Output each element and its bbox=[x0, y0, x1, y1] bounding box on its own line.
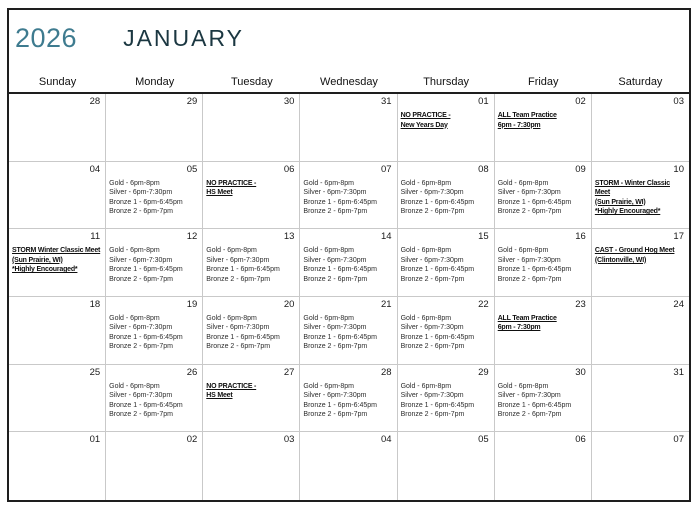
day-number: 18 bbox=[89, 298, 101, 310]
day-cell bbox=[106, 432, 203, 500]
event-line: Silver - 6pm-7:30pm bbox=[497, 189, 561, 197]
event-line: Bronze 1 - 6pm-6:45pm bbox=[400, 266, 475, 274]
day-number: 04 bbox=[89, 163, 101, 175]
day-number: 06 bbox=[283, 163, 295, 175]
day-number: 01 bbox=[478, 96, 489, 107]
special-event bbox=[498, 314, 588, 333]
day-events bbox=[303, 246, 393, 284]
day-events bbox=[206, 246, 296, 284]
event-line: Silver - 6pm-7:30pm bbox=[109, 392, 173, 400]
event-line: Gold - 6pm-8pm bbox=[497, 179, 549, 187]
day-number: 29 bbox=[478, 366, 489, 378]
practice-schedule bbox=[498, 246, 588, 284]
day-cell bbox=[9, 297, 106, 365]
day-cell bbox=[495, 94, 592, 162]
day-cell bbox=[592, 229, 689, 297]
event-line: Bronze 2 - 6pm-7pm bbox=[400, 411, 465, 419]
event-line: STORM - Winter Classic Meet bbox=[594, 179, 670, 197]
day-number: 28 bbox=[380, 366, 392, 378]
day-number: 07 bbox=[673, 434, 684, 446]
day-events bbox=[206, 179, 296, 198]
day-events bbox=[401, 246, 491, 284]
practice-schedule bbox=[109, 179, 199, 217]
practice-schedule bbox=[498, 382, 588, 420]
weekday-header-monday: Monday bbox=[135, 76, 175, 88]
weekday-header-row bbox=[9, 66, 689, 94]
day-number: 30 bbox=[283, 96, 295, 107]
day-cell bbox=[300, 432, 397, 500]
event-line: Gold - 6pm-8pm bbox=[303, 247, 354, 255]
day-cell bbox=[592, 162, 689, 230]
day-number: 02 bbox=[186, 434, 198, 446]
day-number: 05 bbox=[186, 163, 198, 175]
day-cell bbox=[398, 162, 495, 230]
special-event bbox=[206, 382, 296, 401]
event-line: Bronze 2 - 6pm-7pm bbox=[109, 208, 173, 216]
event-line: Bronze 1 - 6pm-6:45pm bbox=[400, 401, 475, 409]
event-line: STORM Winter Classic Meet bbox=[12, 247, 101, 255]
day-number: 03 bbox=[673, 96, 684, 107]
event-line: 6pm - 7:30pm bbox=[497, 324, 541, 332]
day-cell bbox=[203, 162, 300, 230]
day-number: 04 bbox=[380, 434, 392, 446]
event-line: Gold - 6pm-8pm bbox=[303, 382, 354, 390]
event-line: Gold - 6pm-8pm bbox=[400, 179, 452, 187]
day-events bbox=[498, 179, 588, 217]
event-line: Silver - 6pm-7:30pm bbox=[497, 256, 561, 264]
event-line: Bronze 1 - 6pm-6:45pm bbox=[109, 198, 183, 206]
event-line: *Highly Encouraged* bbox=[594, 208, 661, 216]
day-cell bbox=[398, 432, 495, 500]
event-line: Bronze 2 - 6pm-7pm bbox=[303, 343, 368, 351]
day-cell bbox=[106, 229, 203, 297]
special-event bbox=[401, 111, 491, 130]
event-line: Bronze 2 - 6pm-7pm bbox=[303, 208, 368, 216]
special-event bbox=[206, 179, 296, 198]
day-cell bbox=[203, 297, 300, 365]
event-line: Bronze 1 - 6pm-6:45pm bbox=[109, 401, 183, 409]
event-line: Bronze 1 - 6pm-6:45pm bbox=[400, 333, 475, 341]
day-number: 25 bbox=[89, 366, 101, 378]
day-events bbox=[303, 382, 393, 420]
practice-schedule bbox=[206, 246, 296, 284]
month-label: JANUARY bbox=[123, 24, 245, 51]
day-number: 31 bbox=[380, 96, 392, 107]
special-event bbox=[498, 111, 588, 130]
day-cell bbox=[495, 432, 592, 500]
event-line: Silver - 6pm-7:30pm bbox=[109, 189, 173, 197]
day-cell bbox=[9, 365, 106, 433]
event-line: Gold - 6pm-8pm bbox=[109, 179, 160, 187]
day-events bbox=[401, 382, 491, 420]
day-cell bbox=[203, 94, 300, 162]
day-events bbox=[401, 111, 491, 130]
day-events bbox=[498, 246, 588, 284]
special-event bbox=[595, 246, 686, 265]
practice-schedule bbox=[303, 314, 393, 352]
day-cell bbox=[495, 365, 592, 433]
event-line: NO PRACTICE - bbox=[206, 382, 257, 390]
day-cell bbox=[592, 297, 689, 365]
special-event bbox=[12, 246, 102, 275]
day-number: 28 bbox=[89, 96, 101, 107]
event-line: HS Meet bbox=[206, 189, 233, 197]
event-line: Bronze 2 - 6pm-7pm bbox=[109, 343, 173, 351]
day-cell bbox=[300, 297, 397, 365]
day-cell bbox=[398, 297, 495, 365]
practice-schedule bbox=[401, 382, 491, 420]
event-line: Bronze 2 - 6pm-7pm bbox=[206, 275, 271, 283]
day-number: 19 bbox=[186, 298, 198, 310]
event-line: (Clintonville, WI) bbox=[594, 256, 647, 264]
practice-schedule bbox=[109, 382, 199, 420]
day-number: 11 bbox=[90, 231, 101, 243]
practice-schedule bbox=[303, 179, 393, 217]
day-number: 30 bbox=[575, 366, 586, 378]
day-number: 23 bbox=[575, 298, 586, 310]
day-number: 01 bbox=[89, 434, 101, 446]
practice-schedule bbox=[401, 179, 491, 217]
event-line: Bronze 1 - 6pm-6:45pm bbox=[400, 198, 475, 206]
event-line: New Years Day bbox=[400, 121, 448, 129]
day-cell bbox=[592, 94, 689, 162]
day-number: 24 bbox=[673, 298, 684, 310]
weekday-header-sunday: Sunday bbox=[38, 76, 77, 88]
day-number: 16 bbox=[575, 231, 586, 243]
event-line: Gold - 6pm-8pm bbox=[109, 247, 160, 255]
event-line: Bronze 1 - 6pm-6:45pm bbox=[109, 266, 183, 274]
day-events bbox=[401, 179, 491, 217]
event-line: Bronze 2 - 6pm-7pm bbox=[497, 411, 562, 419]
event-line: Silver - 6pm-7:30pm bbox=[206, 324, 270, 332]
day-number: 13 bbox=[283, 231, 295, 243]
day-number: 12 bbox=[186, 231, 198, 243]
event-line: Gold - 6pm-8pm bbox=[109, 382, 160, 390]
day-cell bbox=[398, 94, 495, 162]
event-line: *Highly Encouraged* bbox=[12, 266, 78, 274]
day-cell bbox=[495, 162, 592, 230]
day-events bbox=[109, 246, 199, 284]
day-number: 17 bbox=[673, 231, 684, 243]
event-line: Bronze 2 - 6pm-7pm bbox=[109, 411, 173, 419]
day-cell bbox=[300, 229, 397, 297]
day-number: 26 bbox=[186, 366, 198, 378]
day-number: 20 bbox=[283, 298, 295, 310]
day-events bbox=[401, 314, 491, 352]
day-number: 05 bbox=[478, 434, 489, 446]
event-line: Bronze 2 - 6pm-7pm bbox=[206, 343, 271, 351]
event-line: Bronze 2 - 6pm-7pm bbox=[400, 343, 465, 351]
day-cell bbox=[9, 432, 106, 500]
event-line: Bronze 1 - 6pm-6:45pm bbox=[497, 266, 572, 274]
event-line: Bronze 1 - 6pm-6:45pm bbox=[303, 266, 377, 274]
day-number: 14 bbox=[380, 231, 392, 243]
event-line: HS Meet bbox=[206, 392, 233, 400]
event-line: Silver - 6pm-7:30pm bbox=[109, 256, 173, 264]
practice-schedule bbox=[401, 246, 491, 284]
day-number: 10 bbox=[673, 163, 684, 175]
weekday-header-wednesday: Wednesday bbox=[320, 76, 378, 88]
day-cell bbox=[203, 365, 300, 433]
day-events bbox=[109, 314, 199, 352]
day-number: 06 bbox=[575, 434, 586, 446]
event-line: Bronze 2 - 6pm-7pm bbox=[400, 208, 465, 216]
event-line: Silver - 6pm-7:30pm bbox=[497, 392, 561, 400]
practice-schedule bbox=[401, 314, 491, 352]
event-line: Bronze 1 - 6pm-6:45pm bbox=[303, 401, 377, 409]
day-number: 29 bbox=[186, 96, 198, 107]
event-line: (Sun Prairie, WI) bbox=[594, 198, 646, 206]
event-line: Silver - 6pm-7:30pm bbox=[303, 324, 367, 332]
day-events bbox=[498, 382, 588, 420]
day-number: 02 bbox=[575, 96, 586, 107]
practice-schedule bbox=[109, 314, 199, 352]
practice-schedule bbox=[109, 246, 199, 284]
day-cell bbox=[106, 297, 203, 365]
calendar-sheet bbox=[7, 8, 691, 502]
day-number: 21 bbox=[380, 298, 392, 310]
day-events bbox=[206, 382, 296, 401]
day-cell bbox=[9, 162, 106, 230]
calendar-grid bbox=[9, 94, 689, 500]
day-cell bbox=[398, 229, 495, 297]
day-cell bbox=[106, 162, 203, 230]
event-line: Gold - 6pm-8pm bbox=[400, 382, 452, 390]
day-events bbox=[595, 246, 686, 265]
practice-schedule bbox=[303, 382, 393, 420]
event-line: Gold - 6pm-8pm bbox=[109, 314, 160, 322]
event-line: Bronze 2 - 6pm-7pm bbox=[303, 411, 368, 419]
event-line: Bronze 1 - 6pm-6:45pm bbox=[303, 333, 377, 341]
weekday-header-saturday: Saturday bbox=[618, 76, 663, 88]
weekday-header-friday: Friday bbox=[527, 76, 559, 88]
event-line: Silver - 6pm-7:30pm bbox=[400, 189, 464, 197]
event-line: Gold - 6pm-8pm bbox=[497, 382, 549, 390]
day-number: 07 bbox=[380, 163, 392, 175]
special-event bbox=[595, 179, 686, 217]
event-line: Silver - 6pm-7:30pm bbox=[400, 256, 464, 264]
event-line: Gold - 6pm-8pm bbox=[400, 314, 452, 322]
event-line: Bronze 2 - 6pm-7pm bbox=[303, 275, 368, 283]
practice-schedule bbox=[206, 314, 296, 352]
day-events bbox=[109, 382, 199, 420]
day-number: 03 bbox=[283, 434, 295, 446]
year-label: 2026 bbox=[15, 22, 78, 53]
day-events bbox=[303, 314, 393, 352]
event-line: Silver - 6pm-7:30pm bbox=[206, 256, 270, 264]
event-line: Bronze 1 - 6pm-6:45pm bbox=[497, 198, 572, 206]
day-number: 09 bbox=[575, 163, 586, 175]
event-line: ALL Team Practice bbox=[497, 314, 557, 322]
event-line: Gold - 6pm-8pm bbox=[206, 247, 257, 255]
practice-schedule bbox=[498, 179, 588, 217]
practice-schedule bbox=[303, 246, 393, 284]
event-line: Silver - 6pm-7:30pm bbox=[400, 392, 464, 400]
event-line: Gold - 6pm-8pm bbox=[400, 247, 452, 255]
day-cell bbox=[495, 297, 592, 365]
event-line: NO PRACTICE - bbox=[400, 112, 451, 119]
event-line: Bronze 2 - 6pm-7pm bbox=[400, 275, 465, 283]
day-cell bbox=[106, 94, 203, 162]
event-line: (Sun Prairie, WI) bbox=[12, 256, 63, 264]
event-line: Gold - 6pm-8pm bbox=[497, 247, 549, 255]
event-line: Silver - 6pm-7:30pm bbox=[400, 324, 464, 332]
event-line: Bronze 1 - 6pm-6:45pm bbox=[303, 198, 377, 206]
event-line: 6pm - 7:30pm bbox=[497, 121, 541, 129]
event-line: Silver - 6pm-7:30pm bbox=[303, 392, 367, 400]
day-events bbox=[206, 314, 296, 352]
event-line: Silver - 6pm-7:30pm bbox=[109, 324, 173, 332]
day-number: 08 bbox=[478, 163, 489, 175]
day-cell bbox=[9, 229, 106, 297]
day-number: 15 bbox=[478, 231, 489, 243]
day-cell bbox=[592, 365, 689, 433]
day-cell bbox=[106, 365, 203, 433]
day-events bbox=[12, 246, 102, 275]
day-events bbox=[595, 179, 686, 217]
day-number: 27 bbox=[283, 366, 295, 378]
day-cell bbox=[9, 94, 106, 162]
day-cell bbox=[592, 432, 689, 500]
day-number: 31 bbox=[673, 366, 684, 378]
event-line: Bronze 2 - 6pm-7pm bbox=[109, 275, 173, 283]
event-line: Bronze 2 - 6pm-7pm bbox=[497, 275, 562, 283]
day-cell bbox=[203, 229, 300, 297]
event-line: Silver - 6pm-7:30pm bbox=[303, 189, 367, 197]
event-line: Gold - 6pm-8pm bbox=[303, 314, 354, 322]
event-line: Gold - 6pm-8pm bbox=[206, 314, 257, 322]
day-events bbox=[109, 179, 199, 217]
event-line: NO PRACTICE - bbox=[206, 179, 257, 187]
day-cell bbox=[398, 365, 495, 433]
day-events bbox=[498, 314, 588, 333]
event-line: CAST - Ground Hog Meet bbox=[594, 247, 675, 255]
event-line: Gold - 6pm-8pm bbox=[303, 179, 354, 187]
day-events bbox=[303, 179, 393, 217]
day-cell bbox=[495, 229, 592, 297]
weekday-header-thursday: Thursday bbox=[423, 76, 470, 88]
day-cell bbox=[300, 365, 397, 433]
day-events bbox=[498, 111, 588, 130]
event-line: Bronze 2 - 6pm-7pm bbox=[497, 208, 562, 216]
event-line: Bronze 1 - 6pm-6:45pm bbox=[206, 333, 280, 341]
event-line: Bronze 1 - 6pm-6:45pm bbox=[497, 401, 572, 409]
day-cell bbox=[203, 432, 300, 500]
event-line: ALL Team Practice bbox=[497, 112, 557, 119]
event-line: Bronze 1 - 6pm-6:45pm bbox=[109, 333, 183, 341]
day-cell bbox=[300, 162, 397, 230]
day-cell bbox=[300, 94, 397, 162]
calendar-header bbox=[9, 10, 689, 66]
day-number: 22 bbox=[478, 298, 489, 310]
event-line: Silver - 6pm-7:30pm bbox=[303, 256, 367, 264]
event-line: Bronze 1 - 6pm-6:45pm bbox=[206, 266, 280, 274]
weekday-header-tuesday: Tuesday bbox=[230, 76, 273, 88]
